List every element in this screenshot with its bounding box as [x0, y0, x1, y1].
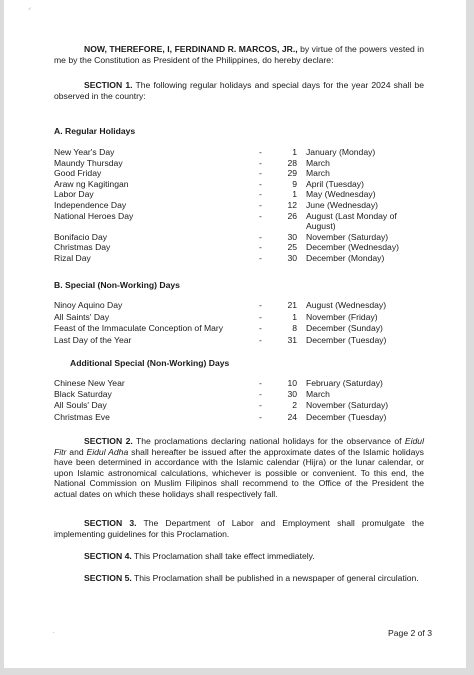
holiday-row: [54, 323, 434, 334]
section-2-paragraph: [54, 436, 424, 500]
holiday-name: All Saints' Day: [54, 311, 110, 322]
holiday-name: New Year's Day: [54, 147, 115, 157]
holiday-num: 30: [287, 253, 297, 263]
section-3-label: SECTION 3.: [84, 518, 137, 528]
holiday-name: All Souls' Day: [54, 400, 107, 411]
holiday-row: [54, 335, 434, 346]
page-number: Page 2 of 3: [388, 628, 432, 638]
eidul-fitr: Eidul Fitr: [54, 436, 424, 457]
holiday-name: Maundy Thursday: [54, 157, 123, 168]
holiday-row: [54, 253, 434, 264]
holiday-row: [54, 378, 434, 389]
document-page: [4, 0, 466, 668]
holiday-dash: -: [259, 178, 262, 189]
holiday-dash: -: [259, 189, 262, 200]
special-days-heading: B. Special (Non-Working) Days: [54, 280, 180, 290]
section-5-paragraph: [54, 573, 424, 584]
holiday-name: Feast of the Immaculate Conception of Mary: [54, 323, 224, 334]
holiday-name: Christmas Eve: [54, 411, 110, 422]
holiday-dash: -: [259, 210, 262, 221]
holiday-dash: -: [259, 300, 262, 310]
holiday-date: February (Saturday): [306, 378, 383, 388]
holiday-num: 30: [287, 231, 297, 242]
holiday-num: 10: [287, 378, 297, 388]
holiday-row: [54, 312, 434, 323]
holiday-row: [54, 232, 434, 243]
holiday-row: [54, 158, 434, 169]
holiday-name: Chinese New Year: [54, 378, 125, 388]
holiday-date: March: [306, 389, 330, 400]
holiday-name: Independence Day: [54, 200, 127, 210]
holiday-dash: -: [259, 389, 262, 400]
holiday-date: August): [306, 221, 336, 232]
holiday-row: [54, 211, 434, 222]
regular-holidays-heading: A. Regular Holidays: [54, 126, 136, 136]
holiday-num: 29: [287, 168, 297, 179]
holiday-date: August (Last Monday of: [306, 210, 397, 221]
intro-text: by virtue of the powers vested in me by the Constitution as President of the Philippines, do hereby declare:: [54, 44, 424, 65]
holiday-num: 12: [287, 200, 297, 210]
holiday-num: 1: [292, 147, 297, 157]
holiday-name: Araw ng Kagitingan: [54, 178, 129, 189]
holiday-name: Christmas Day: [54, 242, 111, 253]
holiday-num: 1: [292, 311, 297, 322]
holiday-name: Last Day of the Year: [54, 334, 132, 345]
holiday-row: [54, 179, 434, 190]
holiday-row: [54, 168, 434, 179]
section-2-text: The proclamations declaring national holidays for the observance of: [132, 436, 405, 446]
section-2-text: and: [66, 446, 87, 457]
section-4-paragraph: [54, 551, 424, 562]
holiday-dash: -: [259, 231, 262, 242]
holiday-dash: -: [259, 147, 262, 157]
holiday-date: November (Saturday): [306, 400, 389, 411]
holiday-dash: -: [259, 334, 262, 345]
holiday-num: 2: [292, 400, 297, 411]
holiday-name: Ninoy Aquino Day: [54, 300, 123, 310]
holiday-date: March: [306, 157, 330, 168]
holiday-name: Rizal Day: [54, 253, 91, 263]
section-4-label: SECTION 4.: [84, 551, 132, 561]
holiday-name: National Heroes Day: [54, 210, 134, 221]
holiday-dash: -: [259, 400, 262, 411]
holiday-date: December (Monday): [306, 253, 385, 263]
holiday-date: December (Wednesday): [306, 242, 399, 253]
intro-lead: NOW, THEREFORE, I, FERDINAND R. MARCOS, JR.,: [84, 44, 298, 54]
scan-mark: ·: [52, 628, 55, 637]
holiday-date: May (Wednesday): [306, 189, 376, 200]
additional-special-heading: Additional Special (Non-Working) Days: [70, 358, 230, 368]
holiday-name: Bonifacio Day: [54, 231, 108, 242]
holiday-row: [54, 242, 434, 253]
holiday-num: 9: [292, 178, 297, 189]
holiday-date: June (Wednesday): [306, 200, 378, 210]
section-1-label: SECTION 1.: [84, 80, 133, 90]
holiday-row: [54, 300, 434, 311]
holiday-dash: -: [259, 242, 262, 253]
holiday-row: [54, 400, 434, 411]
holiday-date: April (Tuesday): [306, 178, 364, 189]
holiday-dash: -: [259, 253, 262, 263]
holiday-dash: -: [259, 411, 262, 422]
holiday-name: Good Friday: [54, 168, 102, 179]
holiday-num: 24: [287, 411, 297, 422]
holiday-num: 1: [292, 189, 297, 200]
holiday-dash: -: [259, 378, 262, 388]
holiday-dash: -: [259, 168, 262, 179]
holiday-date: December (Sunday): [306, 323, 383, 334]
holiday-date: March: [306, 168, 330, 179]
holiday-num: 31: [287, 334, 297, 345]
holiday-row: [54, 221, 434, 232]
section-2-label: SECTION 2.: [84, 436, 133, 446]
scan-mark: ᐟ: [28, 6, 32, 15]
holiday-dash: -: [259, 323, 262, 334]
holiday-name: Labor Day: [54, 189, 94, 200]
holiday-date: November (Friday): [306, 311, 378, 322]
holiday-num: 21: [287, 300, 297, 310]
holiday-row: [54, 412, 434, 423]
holiday-date: December (Tuesday): [306, 411, 387, 422]
section-5-text: This Proclamation shall be published in a newspaper of general circulation.: [131, 573, 419, 583]
holiday-row: [54, 147, 434, 158]
holiday-date: November (Saturday): [306, 231, 389, 242]
holiday-dash: -: [259, 157, 262, 168]
section-1-text: The following regular holidays and special days for the year 2024 shall be observed in the country:: [54, 80, 424, 101]
holiday-num: 30: [287, 389, 297, 400]
holiday-num: 28: [287, 157, 297, 168]
section-3-paragraph: [54, 518, 424, 539]
holiday-row: [54, 189, 434, 200]
holiday-date: January (Monday): [306, 147, 376, 157]
holiday-name: Black Saturday: [54, 389, 112, 400]
section-3-text: The Department of Labor and Employment shall promulgate the implementing guidelines for this Proclamation.: [54, 518, 424, 539]
intro-paragraph: [54, 44, 424, 65]
section-5-label: SECTION 5.: [84, 573, 132, 583]
holiday-dash: -: [259, 200, 262, 210]
holiday-num: 8: [292, 323, 297, 334]
holiday-row: [54, 200, 434, 211]
holiday-date: August (Wednesday): [306, 300, 387, 310]
holiday-num: 25: [287, 242, 297, 253]
section-2-text: shall hereafter be issued after the approximate dates of the Islamic holidays have been determined in accordance with the Islamic calendar (Hijra) or the lunar calendar, or upon Islamic astronomical calculations, whichever is possible or convenient. To this end, the National Commission on Muslim Filipinos shall recommend to the Office of the President the actual dates on which these holidays shall respectively fall.: [54, 446, 424, 499]
section-1-paragraph: [54, 80, 424, 101]
holiday-date: December (Tuesday): [306, 334, 387, 345]
holiday-row: [54, 389, 434, 400]
section-4-text: This Proclamation shall take effect immediately.: [131, 551, 315, 561]
holiday-num: 26: [287, 210, 297, 221]
eidul-adha: Eidul Adha: [86, 446, 129, 457]
holiday-dash: -: [259, 311, 262, 322]
